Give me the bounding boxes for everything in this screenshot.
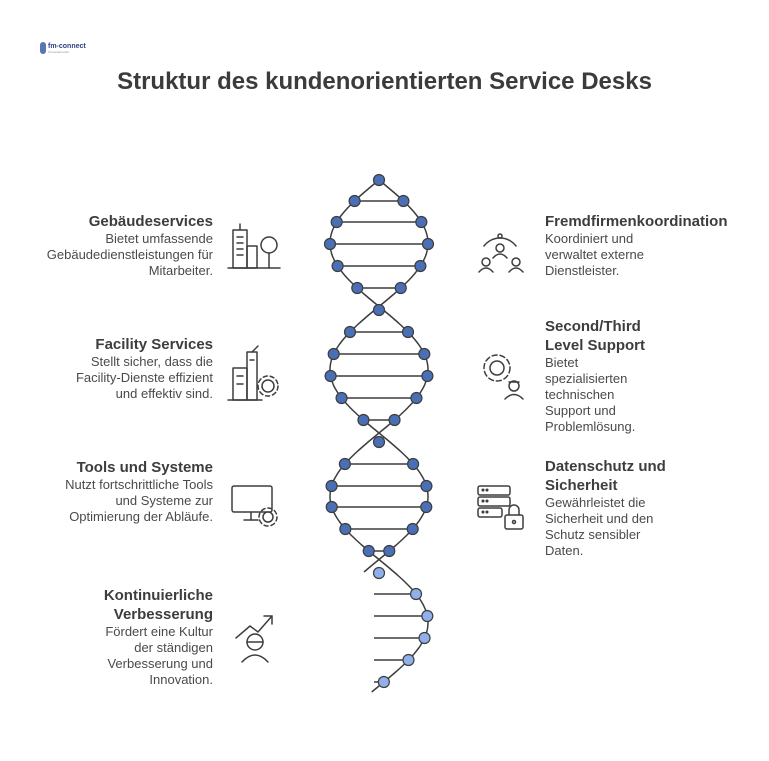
item-description: Koordiniert und verwaltet externe Dienstleister. xyxy=(545,231,644,278)
helix-node xyxy=(340,524,351,535)
helix-node xyxy=(411,589,422,600)
item-title: Facility Services xyxy=(95,336,213,353)
item-description: Stellt sicher, dass die Facility-Dienste effizient und effektiv sind. xyxy=(75,354,213,401)
helix-node xyxy=(411,393,422,404)
item-title: Datenschutz und Sicherheit xyxy=(545,458,666,494)
helix-node xyxy=(421,481,432,492)
team-network-icon xyxy=(479,234,523,272)
item-gebaeudeservices xyxy=(3,212,213,279)
helix-node xyxy=(419,633,430,644)
item-description: Bietet spezialisierten technischen Support und Problemlösung. xyxy=(545,355,636,434)
helix-node xyxy=(331,217,342,228)
gear-worker-icon xyxy=(484,355,523,399)
helix-node xyxy=(326,502,337,513)
helix-node xyxy=(402,327,413,338)
item-kontinuierliche-verbesserung xyxy=(85,586,213,688)
helix-node xyxy=(416,217,427,228)
helix-node xyxy=(363,546,374,557)
item-fremdfirmenkoordination xyxy=(545,212,755,279)
helix-node xyxy=(336,393,347,404)
helix-node xyxy=(408,459,419,470)
item-title: Kontinuierliche Verbesserung xyxy=(103,587,213,623)
item-second-third-level-support xyxy=(545,317,665,435)
helix-node xyxy=(421,502,432,513)
helix-nodes xyxy=(325,175,434,688)
page-title: Struktur des kundenorientierten Service Desks xyxy=(117,68,652,95)
building-gear-icon xyxy=(228,346,278,400)
item-title: Fremdfirmenkoordination xyxy=(545,213,728,230)
helix-node xyxy=(325,239,336,250)
helix-node xyxy=(339,459,350,470)
item-facility-services xyxy=(53,335,213,402)
logo-name: fm-connect xyxy=(48,42,86,50)
person-growth-icon xyxy=(236,616,272,662)
buildings-tree-icon xyxy=(228,224,280,268)
helix-node xyxy=(398,196,409,207)
item-tools-und-systeme xyxy=(63,458,213,525)
helix-node xyxy=(374,437,385,448)
helix-node xyxy=(349,196,360,207)
helix-node xyxy=(395,283,406,294)
helix-node xyxy=(328,349,339,360)
helix-node xyxy=(407,524,418,535)
helix-node xyxy=(374,305,385,316)
helix-node xyxy=(415,261,426,272)
helix-node xyxy=(384,546,395,557)
helix-node xyxy=(326,481,337,492)
helix-node xyxy=(422,239,433,250)
helix-node xyxy=(403,655,414,666)
logo-tagline: fm.connect.com xyxy=(48,49,70,54)
item-title: Tools und Systeme xyxy=(76,459,213,476)
item-title: Second/Third Level Support xyxy=(545,318,646,354)
monitor-gear-icon xyxy=(232,486,277,526)
item-description: Bietet umfassende Gebäudedienstleistungen für Mitarbeiter. xyxy=(46,231,213,278)
item-description: Nutzt fortschrittliche Tools und Systeme zur Optimierung der Abläufe. xyxy=(65,477,213,524)
helix-node xyxy=(325,371,336,382)
helix-node xyxy=(345,327,356,338)
helix-node xyxy=(378,677,389,688)
helix-node xyxy=(419,349,430,360)
helix-node xyxy=(358,415,369,426)
helix-node xyxy=(422,611,433,622)
helix-node xyxy=(352,283,363,294)
helix-node xyxy=(332,261,343,272)
helix-node xyxy=(374,568,385,579)
helix-node xyxy=(389,415,400,426)
item-title: Gebäudeservices xyxy=(88,213,213,230)
helix-node xyxy=(374,175,385,186)
helix-node xyxy=(422,371,433,382)
item-description: Fördert eine Kultur der ständigen Verbesserung und Innovation. xyxy=(105,624,213,687)
item-datenschutz-und-sicherheit xyxy=(545,457,685,559)
item-description: Gewährleistet die Sicherheit und den Schutz sensibler Daten. xyxy=(545,495,654,558)
server-lock-icon xyxy=(478,486,523,529)
